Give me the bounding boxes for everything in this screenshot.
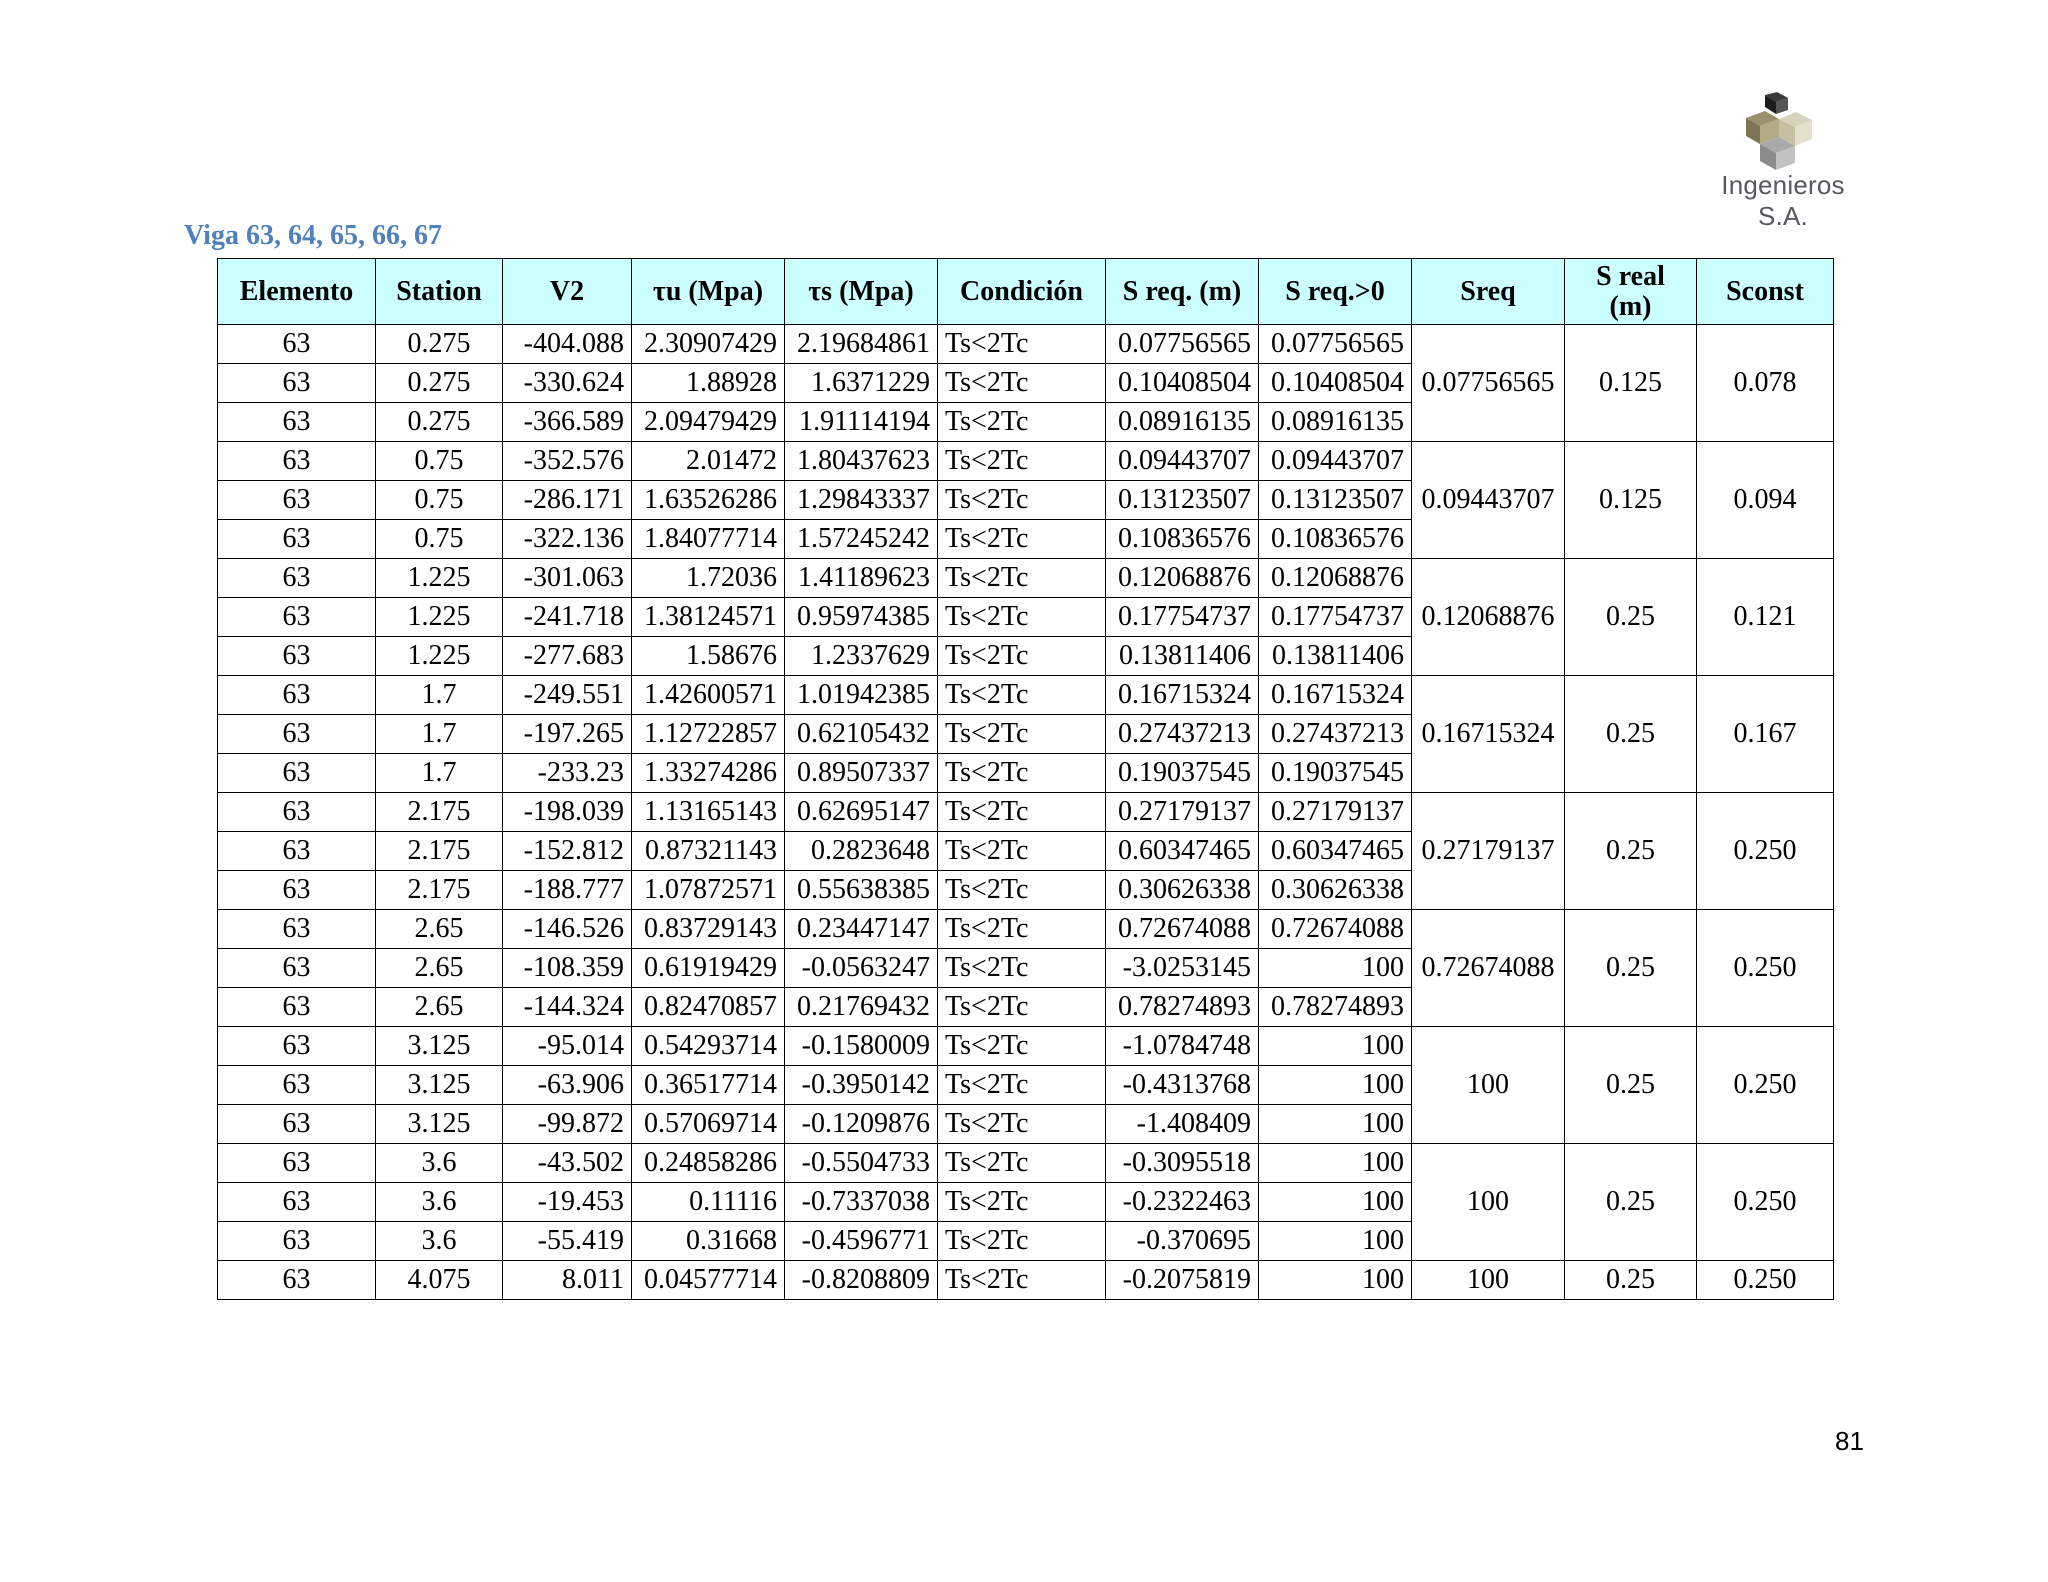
tau-s-cell: 1.41189623: [785, 559, 938, 598]
tau-s-cell: 1.2337629: [785, 637, 938, 676]
s-req-cell: 0.08916135: [1106, 403, 1259, 442]
s-req-positive-cell: 100: [1259, 1261, 1412, 1300]
condicion-cell: Ts<2Tc: [938, 988, 1106, 1027]
elemento-cell: 63: [218, 559, 376, 598]
elemento-cell: 63: [218, 988, 376, 1027]
table-header: [218, 259, 1834, 325]
v2-cell: -99.872: [503, 1105, 632, 1144]
tau-s-cell: 0.55638385: [785, 871, 938, 910]
s-real-cell: 0.25: [1565, 676, 1697, 793]
station-cell: 4.075: [376, 1261, 503, 1300]
tau-s-cell: 0.95974385: [785, 598, 938, 637]
s-req-cell: 0.30626338: [1106, 871, 1259, 910]
condicion-cell: Ts<2Tc: [938, 364, 1106, 403]
station-cell: 0.75: [376, 481, 503, 520]
s-req-positive-cell: 100: [1259, 1144, 1412, 1183]
v2-cell: -198.039: [503, 793, 632, 832]
s-req-cell: 0.10408504: [1106, 364, 1259, 403]
v2-cell: -108.359: [503, 949, 632, 988]
tau-u-cell: 0.36517714: [632, 1066, 785, 1105]
s-req-positive-cell: 0.19037545: [1259, 754, 1412, 793]
column-header-tau-s: τs (Mpa): [785, 259, 938, 325]
tau-s-cell: 0.62105432: [785, 715, 938, 754]
tau-s-cell: 0.23447147: [785, 910, 938, 949]
sreq-cell: 0.16715324: [1412, 676, 1565, 793]
sconst-cell: 0.121: [1697, 559, 1834, 676]
s-req-cell: -3.0253145: [1106, 949, 1259, 988]
s-req-cell: -1.0784748: [1106, 1027, 1259, 1066]
v2-cell: -241.718: [503, 598, 632, 637]
v2-cell: -249.551: [503, 676, 632, 715]
s-real-cell: 0.25: [1565, 559, 1697, 676]
s-real-cell: 0.125: [1565, 325, 1697, 442]
s-req-cell: 0.78274893: [1106, 988, 1259, 1027]
condicion-cell: Ts<2Tc: [938, 871, 1106, 910]
v2-cell: -352.576: [503, 442, 632, 481]
v2-cell: -277.683: [503, 637, 632, 676]
elemento-cell: 63: [218, 715, 376, 754]
tau-u-cell: 1.88928: [632, 364, 785, 403]
table-row: [218, 442, 1834, 481]
condicion-cell: Ts<2Tc: [938, 1222, 1106, 1261]
tau-s-cell: 1.80437623: [785, 442, 938, 481]
s-req-positive-cell: 0.10408504: [1259, 364, 1412, 403]
tau-u-cell: 0.24858286: [632, 1144, 785, 1183]
v2-cell: -233.23: [503, 754, 632, 793]
page-number: 81: [1835, 1426, 1864, 1456]
tau-s-cell: -0.1580009: [785, 1027, 938, 1066]
elemento-cell: 63: [218, 1144, 376, 1183]
s-req-cell: 0.12068876: [1106, 559, 1259, 598]
cubes-logo-icon: [1744, 92, 1814, 170]
column-header-s-req: S req. (m): [1106, 259, 1259, 325]
station-cell: 3.125: [376, 1027, 503, 1066]
table-row: [218, 793, 1834, 832]
tau-u-cell: 2.01472: [632, 442, 785, 481]
station-cell: 1.225: [376, 637, 503, 676]
station-cell: 3.6: [376, 1183, 503, 1222]
condicion-cell: Ts<2Tc: [938, 637, 1106, 676]
s-req-cell: 0.07756565: [1106, 325, 1259, 364]
table-body: [218, 325, 1834, 1300]
table-row: [218, 1027, 1834, 1066]
s-real-cell: 0.125: [1565, 442, 1697, 559]
condicion-cell: Ts<2Tc: [938, 832, 1106, 871]
sconst-cell: 0.250: [1697, 1027, 1834, 1144]
column-header-v2: V2: [503, 259, 632, 325]
s-req-cell: 0.09443707: [1106, 442, 1259, 481]
tau-u-cell: 0.61919429: [632, 949, 785, 988]
condicion-cell: Ts<2Tc: [938, 1105, 1106, 1144]
station-cell: 2.65: [376, 988, 503, 1027]
s-req-positive-cell: 0.78274893: [1259, 988, 1412, 1027]
s-req-positive-cell: 100: [1259, 1105, 1412, 1144]
tau-s-cell: 0.21769432: [785, 988, 938, 1027]
v2-cell: -144.324: [503, 988, 632, 1027]
v2-cell: -301.063: [503, 559, 632, 598]
tau-u-cell: 1.84077714: [632, 520, 785, 559]
s-req-positive-cell: 0.07756565: [1259, 325, 1412, 364]
v2-cell: -43.502: [503, 1144, 632, 1183]
station-cell: 1.225: [376, 559, 503, 598]
station-cell: 0.75: [376, 442, 503, 481]
tau-u-cell: 1.63526286: [632, 481, 785, 520]
sconst-cell: 0.250: [1697, 1144, 1834, 1261]
station-cell: 0.275: [376, 325, 503, 364]
elemento-cell: 63: [218, 1222, 376, 1261]
column-header-sconst: Sconst: [1697, 259, 1834, 325]
elemento-cell: 63: [218, 832, 376, 871]
sconst-cell: 0.250: [1697, 910, 1834, 1027]
station-cell: 2.175: [376, 832, 503, 871]
column-header-s-real: S real (m): [1565, 259, 1697, 325]
tau-u-cell: 0.54293714: [632, 1027, 785, 1066]
condicion-cell: Ts<2Tc: [938, 949, 1106, 988]
header-row: [218, 259, 1834, 325]
sreq-cell: 0.07756565: [1412, 325, 1565, 442]
tau-s-cell: 1.01942385: [785, 676, 938, 715]
column-header-station: Station: [376, 259, 503, 325]
s-req-positive-cell: 0.17754737: [1259, 598, 1412, 637]
condicion-cell: Ts<2Tc: [938, 676, 1106, 715]
sreq-cell: 0.72674088: [1412, 910, 1565, 1027]
s-req-cell: -1.408409: [1106, 1105, 1259, 1144]
v2-cell: -404.088: [503, 325, 632, 364]
elemento-cell: 63: [218, 793, 376, 832]
s-req-cell: 0.27179137: [1106, 793, 1259, 832]
s-real-cell: 0.25: [1565, 793, 1697, 910]
tau-u-cell: 0.87321143: [632, 832, 785, 871]
tau-s-cell: 1.57245242: [785, 520, 938, 559]
elemento-cell: 63: [218, 910, 376, 949]
s-req-cell: 0.19037545: [1106, 754, 1259, 793]
v2-cell: -95.014: [503, 1027, 632, 1066]
condicion-cell: Ts<2Tc: [938, 793, 1106, 832]
v2-cell: -19.453: [503, 1183, 632, 1222]
v2-cell: -55.419: [503, 1222, 632, 1261]
station-cell: 0.275: [376, 364, 503, 403]
s-req-positive-cell: 0.30626338: [1259, 871, 1412, 910]
v2-cell: -152.812: [503, 832, 632, 871]
sreq-cell: 0.09443707: [1412, 442, 1565, 559]
condicion-cell: Ts<2Tc: [938, 1183, 1106, 1222]
tau-s-cell: -0.7337038: [785, 1183, 938, 1222]
s-req-cell: 0.13123507: [1106, 481, 1259, 520]
elemento-cell: 63: [218, 598, 376, 637]
s-req-positive-cell: 0.16715324: [1259, 676, 1412, 715]
tau-u-cell: 2.30907429: [632, 325, 785, 364]
station-cell: 1.225: [376, 598, 503, 637]
s-req-cell: 0.27437213: [1106, 715, 1259, 754]
sreq-cell: 100: [1412, 1027, 1565, 1144]
tau-u-cell: 0.31668: [632, 1222, 785, 1261]
column-header-s-req-positive: S req.>0: [1259, 259, 1412, 325]
s-req-positive-cell: 100: [1259, 949, 1412, 988]
sconst-cell: 0.250: [1697, 1261, 1834, 1300]
s-req-cell: -0.4313768: [1106, 1066, 1259, 1105]
tau-s-cell: -0.5504733: [785, 1144, 938, 1183]
condicion-cell: Ts<2Tc: [938, 1066, 1106, 1105]
condicion-cell: Ts<2Tc: [938, 442, 1106, 481]
elemento-cell: 63: [218, 364, 376, 403]
elemento-cell: 63: [218, 637, 376, 676]
column-header-sreq: Sreq: [1412, 259, 1565, 325]
s-req-positive-cell: 0.13123507: [1259, 481, 1412, 520]
tau-u-cell: 0.11116: [632, 1183, 785, 1222]
column-header-elemento: Elemento: [218, 259, 376, 325]
condicion-cell: Ts<2Tc: [938, 754, 1106, 793]
s-req-positive-cell: 0.10836576: [1259, 520, 1412, 559]
s-req-positive-cell: 0.27179137: [1259, 793, 1412, 832]
tau-s-cell: 1.29843337: [785, 481, 938, 520]
elemento-cell: 63: [218, 325, 376, 364]
station-cell: 0.75: [376, 520, 503, 559]
tau-u-cell: 0.04577714: [632, 1261, 785, 1300]
s-req-positive-cell: 0.12068876: [1259, 559, 1412, 598]
elemento-cell: 63: [218, 1066, 376, 1105]
v2-cell: -286.171: [503, 481, 632, 520]
condicion-cell: Ts<2Tc: [938, 325, 1106, 364]
table-row: [218, 1261, 1834, 1300]
station-cell: 1.7: [376, 676, 503, 715]
condicion-cell: Ts<2Tc: [938, 910, 1106, 949]
tau-u-cell: 1.13165143: [632, 793, 785, 832]
v2-cell: -330.624: [503, 364, 632, 403]
tau-u-cell: 0.57069714: [632, 1105, 785, 1144]
tau-s-cell: 1.91114194: [785, 403, 938, 442]
elemento-cell: 63: [218, 1183, 376, 1222]
s-real-cell: 0.25: [1565, 1027, 1697, 1144]
s-req-cell: -0.2322463: [1106, 1183, 1259, 1222]
tau-s-cell: -0.8208809: [785, 1261, 938, 1300]
tau-s-cell: 0.62695147: [785, 793, 938, 832]
sreq-cell: 0.27179137: [1412, 793, 1565, 910]
s-req-positive-cell: 100: [1259, 1183, 1412, 1222]
station-cell: 2.65: [376, 949, 503, 988]
tau-u-cell: 1.07872571: [632, 871, 785, 910]
elemento-cell: 63: [218, 403, 376, 442]
tau-u-cell: 1.72036: [632, 559, 785, 598]
sconst-cell: 0.167: [1697, 676, 1834, 793]
tau-u-cell: 0.83729143: [632, 910, 785, 949]
elemento-cell: 63: [218, 520, 376, 559]
shear-design-table: [217, 258, 1834, 1300]
company-logo: [1698, 88, 1868, 231]
elemento-cell: 63: [218, 871, 376, 910]
sconst-cell: 0.078: [1697, 325, 1834, 442]
condicion-cell: Ts<2Tc: [938, 559, 1106, 598]
s-req-positive-cell: 0.13811406: [1259, 637, 1412, 676]
tau-u-cell: 1.38124571: [632, 598, 785, 637]
elemento-cell: 63: [218, 949, 376, 988]
station-cell: 2.175: [376, 871, 503, 910]
table-row: [218, 676, 1834, 715]
s-real-cell: 0.25: [1565, 1261, 1697, 1300]
v2-cell: -197.265: [503, 715, 632, 754]
station-cell: 1.7: [376, 715, 503, 754]
s-real-cell: 0.25: [1565, 1144, 1697, 1261]
station-cell: 2.65: [376, 910, 503, 949]
v2-cell: -188.777: [503, 871, 632, 910]
s-real-cell: 0.25: [1565, 910, 1697, 1027]
s-req-cell: 0.10836576: [1106, 520, 1259, 559]
tau-s-cell: -0.1209876: [785, 1105, 938, 1144]
tau-u-cell: 1.58676: [632, 637, 785, 676]
elemento-cell: 63: [218, 1105, 376, 1144]
column-header-tau-u: τu (Mpa): [632, 259, 785, 325]
tau-s-cell: 1.6371229: [785, 364, 938, 403]
v2-cell: -63.906: [503, 1066, 632, 1105]
tau-u-cell: 1.33274286: [632, 754, 785, 793]
condicion-cell: Ts<2Tc: [938, 481, 1106, 520]
tau-u-cell: 2.09479429: [632, 403, 785, 442]
tau-s-cell: 2.19684861: [785, 325, 938, 364]
tau-s-cell: -0.0563247: [785, 949, 938, 988]
v2-cell: 8.011: [503, 1261, 632, 1300]
table-row: [218, 910, 1834, 949]
s-req-positive-cell: 0.09443707: [1259, 442, 1412, 481]
s-req-cell: 0.72674088: [1106, 910, 1259, 949]
sreq-cell: 100: [1412, 1261, 1565, 1300]
tau-u-cell: 0.82470857: [632, 988, 785, 1027]
v2-cell: -322.136: [503, 520, 632, 559]
elemento-cell: 63: [218, 1261, 376, 1300]
s-req-cell: -0.3095518: [1106, 1144, 1259, 1183]
sconst-cell: 0.094: [1697, 442, 1834, 559]
tau-u-cell: 1.42600571: [632, 676, 785, 715]
station-cell: 2.175: [376, 793, 503, 832]
logo-text: Ingenieros S.A.: [1721, 170, 1845, 231]
table-row: [218, 559, 1834, 598]
tau-s-cell: 0.2823648: [785, 832, 938, 871]
s-req-positive-cell: 100: [1259, 1222, 1412, 1261]
elemento-cell: 63: [218, 1027, 376, 1066]
condicion-cell: Ts<2Tc: [938, 598, 1106, 637]
s-req-positive-cell: 0.60347465: [1259, 832, 1412, 871]
s-req-cell: 0.17754737: [1106, 598, 1259, 637]
condicion-cell: Ts<2Tc: [938, 403, 1106, 442]
s-req-positive-cell: 0.08916135: [1259, 403, 1412, 442]
elemento-cell: 63: [218, 442, 376, 481]
s-req-positive-cell: 0.27437213: [1259, 715, 1412, 754]
s-req-cell: -0.2075819: [1106, 1261, 1259, 1300]
sreq-cell: 100: [1412, 1144, 1565, 1261]
station-cell: 1.7: [376, 754, 503, 793]
s-req-positive-cell: 100: [1259, 1066, 1412, 1105]
station-cell: 3.125: [376, 1066, 503, 1105]
s-req-cell: -0.370695: [1106, 1222, 1259, 1261]
v2-cell: -146.526: [503, 910, 632, 949]
table-row: [218, 1144, 1834, 1183]
sreq-cell: 0.12068876: [1412, 559, 1565, 676]
condicion-cell: Ts<2Tc: [938, 715, 1106, 754]
condicion-cell: Ts<2Tc: [938, 520, 1106, 559]
tau-s-cell: -0.3950142: [785, 1066, 938, 1105]
s-req-positive-cell: 100: [1259, 1027, 1412, 1066]
tau-s-cell: 0.89507337: [785, 754, 938, 793]
s-req-positive-cell: 0.72674088: [1259, 910, 1412, 949]
sconst-cell: 0.250: [1697, 793, 1834, 910]
s-req-cell: 0.13811406: [1106, 637, 1259, 676]
elemento-cell: 63: [218, 481, 376, 520]
tau-u-cell: 1.12722857: [632, 715, 785, 754]
v2-cell: -366.589: [503, 403, 632, 442]
elemento-cell: 63: [218, 676, 376, 715]
s-req-cell: 0.60347465: [1106, 832, 1259, 871]
station-cell: 3.6: [376, 1222, 503, 1261]
section-title: Viga 63, 64, 65, 66, 67: [184, 220, 442, 251]
condicion-cell: Ts<2Tc: [938, 1144, 1106, 1183]
column-header-condicion: Condición: [938, 259, 1106, 325]
s-req-cell: 0.16715324: [1106, 676, 1259, 715]
station-cell: 3.125: [376, 1105, 503, 1144]
table-row: [218, 325, 1834, 364]
station-cell: 0.275: [376, 403, 503, 442]
station-cell: 3.6: [376, 1144, 503, 1183]
condicion-cell: Ts<2Tc: [938, 1261, 1106, 1300]
tau-s-cell: -0.4596771: [785, 1222, 938, 1261]
condicion-cell: Ts<2Tc: [938, 1027, 1106, 1066]
elemento-cell: 63: [218, 754, 376, 793]
